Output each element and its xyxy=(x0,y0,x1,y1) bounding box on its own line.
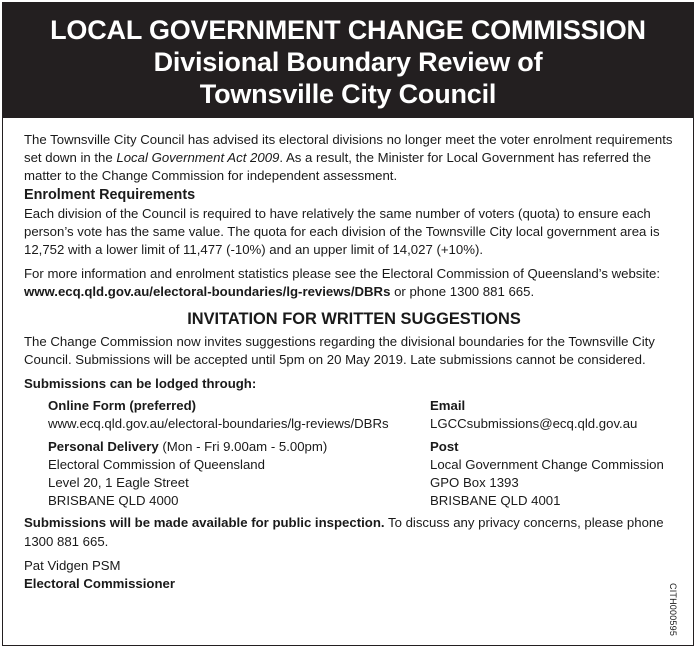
post-address-line: Local Government Change Commission xyxy=(430,456,664,472)
enrolment-heading: Enrolment Requirements xyxy=(24,186,196,203)
header-line-2: Divisional Boundary Review of xyxy=(153,47,543,77)
post-block xyxy=(430,438,684,511)
email-address[interactable]: LGCCsubmissions@ecq.qld.gov.au xyxy=(430,416,638,432)
email-title: Email xyxy=(430,398,466,414)
personal-delivery-heading: Personal Delivery (Mon - Fri 9.00am - 5.00pm) xyxy=(48,438,328,454)
online-form-title: Online Form (preferred) xyxy=(48,398,197,414)
invitation-heading: INVITATION FOR WRITTEN SUGGESTIONS xyxy=(187,309,521,328)
act-name: Local Government Act 2009 xyxy=(116,150,280,166)
ecq-website-link[interactable]: www.ecq.qld.gov.au/electoral-boundaries/lg-reviews/DBRs xyxy=(24,284,391,300)
header-line-3: Townsville City Council xyxy=(199,79,497,109)
enrolment-paragraph: Each division of the Council is required to have relatively the same number of voters (quota) to ensure each person’s vote has the same value. The quota for each division of the Townsville City local government area is 12,752 with a lower limit of 11,477 (-10%) and an upper limit of 14,027 (+10%). xyxy=(24,205,660,258)
header-line-1: LOCAL GOVERNMENT CHANGE COMMISSION xyxy=(50,15,646,45)
intro-paragraph: The Townsville City Council has advised its electoral divisions no longer meet the voter enrolment requirements set down in the Local Government Act 2009. As a result, the Minister for Local Government has referred the matter to the Change Commission for independent assessment. xyxy=(24,132,673,184)
notice-body xyxy=(24,131,684,593)
public-inspection-paragraph: Submissions will be made available for public inspection. To discuss any privacy concerns, please phone 1300 881 665. xyxy=(24,515,664,549)
reference-code: CITH000595 xyxy=(668,583,678,637)
personal-address-line: Electoral Commission of Queensland xyxy=(48,456,265,472)
lodge-left-column xyxy=(24,397,430,514)
personal-address-line: Level 20, 1 Eagle Street xyxy=(48,475,189,491)
post-address-line: BRISBANE QLD 4001 xyxy=(430,493,561,509)
invitation-paragraph: The Change Commission now invites suggestions regarding the divisional boundaries for the Townsville City Council. Submissions will be accepted until 5pm on 20 May 2019. Late submissions cannot be considered. xyxy=(24,333,655,367)
lodge-options xyxy=(24,397,684,514)
post-address-line: GPO Box 1393 xyxy=(430,475,519,491)
notice-header xyxy=(2,2,694,118)
email-block xyxy=(430,397,684,433)
personal-delivery-block xyxy=(48,438,430,511)
info-paragraph: For more information and enrolment statistics please see the Electoral Commission of Queensland’s website: www.ecq.qld.gov.au/electoral-boundaries/lg-reviews/DBRs or phone 1300 881 665. xyxy=(24,266,660,300)
personal-address-line: BRISBANE QLD 4000 xyxy=(48,493,179,509)
lodge-heading: Submissions can be lodged through: xyxy=(24,376,257,392)
online-form-url[interactable]: www.ecq.qld.gov.au/electoral-boundaries/lg-reviews/DBRs xyxy=(48,416,389,432)
signature-title: Electoral Commissioner xyxy=(24,576,175,592)
signature-name: Pat Vidgen PSM xyxy=(24,557,121,573)
online-form-block xyxy=(48,397,430,433)
lodge-right-column xyxy=(430,397,684,514)
post-title: Post xyxy=(430,438,459,454)
